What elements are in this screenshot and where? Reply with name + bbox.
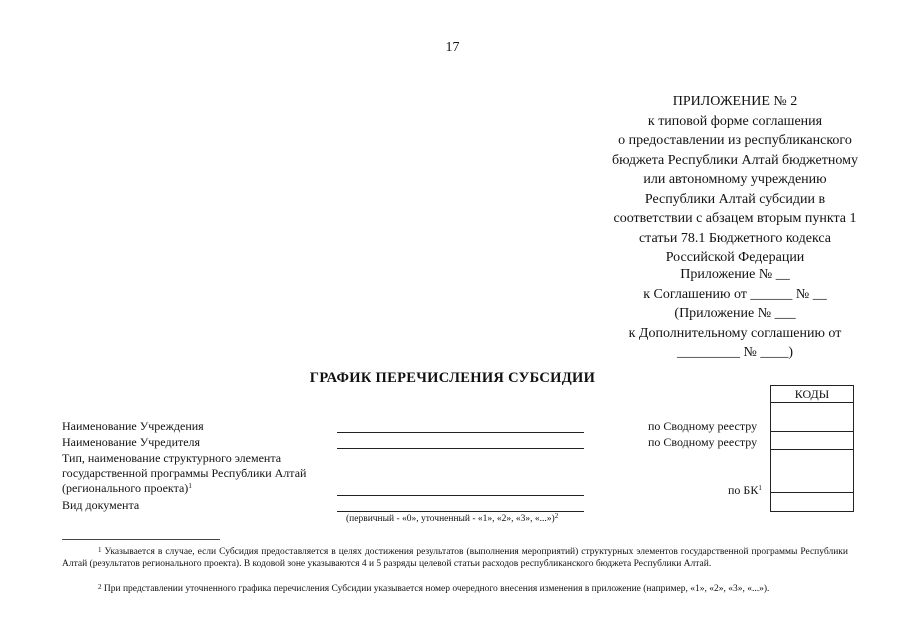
code-cell-registry-1[interactable] [771,403,854,432]
appendix-line: соответствии с абзацем вторым пункта 1 [613,211,857,226]
footnote-mark: 2 [98,583,102,591]
appendix-line: бюджета Республики Алтай бюджетному [612,152,858,168]
footnote-2: $^2$ При представлении уточненного графика перечисления Субсидии указывается номер очередного внесения изменения в приложение (например, «1», «2», «3», «...»). [98,583,770,594]
appendix-line: к типовой форме соглашения [647,113,823,129]
footnote-mark: 1 [758,484,762,492]
appendix-line: о предоставлении из республиканского [618,133,852,148]
footnote-mark: 1 [98,546,102,554]
founder-input-line[interactable] [337,448,584,449]
doc-type-input-line[interactable] [337,511,584,512]
appendix-line: статьи 78.1 Бюджетного кодекса [638,230,832,246]
appendix-line: ПРИЛОЖЕНИЕ № 2 [672,94,798,109]
registry-label-2: по Сводному реестру [648,435,758,449]
type-label-line3: (регионального проекта)$^1$ [62,481,192,495]
appendix-line: или автономному учреждению [643,172,827,187]
doc-type-hint: (первичный - «0», уточненный - «1», «2», «3», «...»)$^2$ [346,512,559,524]
footnote-mark: 1 [188,482,192,490]
attachment-line: к Соглашению от ______ № __ [643,286,827,302]
appendix-block [570,92,900,268]
institution-label: Наименование Учреждения [62,419,204,433]
code-cell-registry-2[interactable] [771,432,854,450]
codes-table [770,385,854,512]
code-cell-doc-type[interactable] [771,493,854,512]
bk-label: по $БК^1$ [728,483,762,497]
appendix-line: Республики Алтай субсидии в [644,191,826,207]
document-title: ГРАФИК ПЕРЕЧИСЛЕНИЯ СУБСИДИИ [309,370,596,386]
founder-label: Наименование Учредителя [62,435,201,449]
attachment-block [570,265,900,363]
attachment-line: _________ № ____) [676,345,794,360]
registry-label-1: по Сводному реестру [648,419,758,433]
codes-header: КОДЫ [771,386,854,403]
attachment-line: к Дополнительному соглашению от [628,325,842,341]
institution-input-line[interactable] [337,432,584,433]
type-label-line1: Тип, наименование структурного элемента [62,451,282,465]
footnote-1: $^1$ Указывается в случае, если Субсидия предоставляется в целях достижения результатов (выполнения мероприятий) структурных элементов государственной программы Республики Алтай (результатов регионального проекта). В кодовой зоне указываются 4 и 5 разряды целевой статьи расходов республиканского бюджета Республики Алтай. [62,546,849,569]
footnote-separator [62,539,220,540]
appendix-line: Российской Федерации [665,250,805,265]
doc-type-label: Вид документа [62,498,140,512]
type-label-line2: государственной программы Республики Алтай [62,466,307,480]
type-input-line[interactable] [337,495,584,496]
page-number: 17 [445,40,460,55]
code-cell-bk[interactable] [771,450,854,493]
attachment-line: Приложение № __ [680,267,790,282]
attachment-line: (Приложение № ___ [674,306,796,321]
footnote-mark: 2 [554,512,559,520]
